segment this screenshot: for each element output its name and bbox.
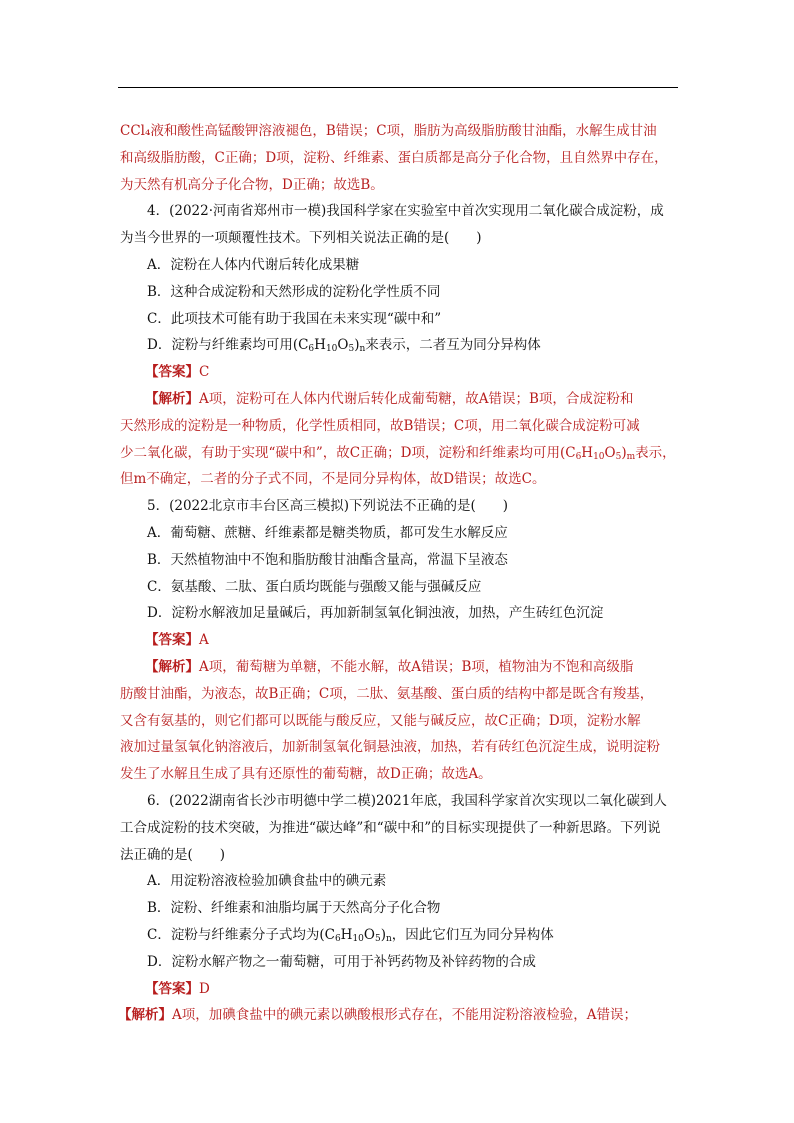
q5-explanation-line-2: 肪酸甘油酯，为液态，故B正确；C项，二肽、氨基酸、蛋白质的结构中都是既含有羧基， [120, 685, 654, 702]
explanation-tag: 【解析】 [118, 1007, 172, 1024]
answer-value: A [199, 632, 209, 649]
q4-explanation-line-4: 但m不确定，二者的分子式不同，不是同分异构体，故D错误；故选C。 [120, 471, 546, 488]
q4-stem-line-2: 为当今世界的一项颠覆性技术。下列相关说法正确的是( ) [120, 230, 482, 247]
q5-stem: 5．(2022北京市丰台区高三模拟)下列说法不正确的是( ) [147, 498, 509, 515]
q6-option-c: C．淀粉与纤维素分子式均为$(C_6H_{10}O_5)_n$，因此它们互为同分异构体 [147, 926, 554, 944]
document-body [118, 118, 678, 1029]
q4-explanation-line-3: 少二氧化碳，有助于实现“碳中和”，故C正确；D项，淀粉和纤维素均可用$(C_6H_{10}O_5)_m$表示， [120, 444, 676, 462]
q5-option-a: A．葡萄糖、蔗糖、纤维素都是糖类物质，都可发生水解反应 [147, 524, 508, 541]
q4-option-d: D．淀粉与纤维素均可用$(C_6H_{10}O_5)_n$来表示，二者互为同分异构体 [147, 337, 541, 355]
explanation-tag: 【解析】 [145, 390, 199, 407]
answer-tag: 【答案】 [145, 632, 199, 649]
q6-stem-line-1: 6．(2022湖南省长沙市明德中学二模)2021年底，我国科学家首次实现以二氧化碳到人 [147, 792, 667, 809]
q5-option-c: C．氨基酸、二肽、蛋白质均既能与强酸又能与强碱反应 [147, 578, 482, 595]
q4-option-b: B．这种合成淀粉和天然形成的淀粉化学性质不同 [147, 283, 441, 300]
q6-answer [118, 976, 678, 1003]
q4-explanation-line-1: 【解析】A项，淀粉可在人体内代谢后转化成葡萄糖，故A错误；B项，合成淀粉和 [145, 390, 634, 407]
q5-explanation-line-1: 【解析】A项，葡萄糖为单糖，不能水解，故A错误；B项，植物油为不饱和高级脂 [145, 658, 634, 675]
q5-explanation-line-3: 又含有氨基的，则它们都可以既能与酸反应，又能与碱反应，故C正确；D项，淀粉水解 [120, 712, 641, 729]
q6-option-d: D．淀粉水解产物之一葡萄糖，可用于补钙药物及补锌药物的合成 [147, 953, 536, 970]
q5-explanation-line-5: 发生了水解且生成了具有还原性的葡萄糖，故D正确；故选A。 [120, 766, 492, 783]
q4-answer [118, 359, 678, 386]
q5-answer [118, 627, 678, 654]
q4-option-a: A．淀粉在人体内代谢后转化成果糖 [147, 256, 360, 273]
q5-explanation-line-4: 液加过量氢氧化钠溶液后，加新制氢氧化铜悬浊液，加热，若有砖红色沉淀生成，说明淀粉 [120, 739, 660, 756]
explanation-tag: 【解析】 [145, 658, 199, 675]
q5-option-d: D．淀粉水解液加足量碱后，再加新制氢氧化铜浊液，加热，产生砖红色沉淀 [147, 605, 604, 622]
prev-explanation-line-3: 为天然有机高分子化合物，D正确；故选B。 [120, 176, 384, 193]
q6-explanation-line-1: 【解析】A项，加碘食盐中的碘元素以碘酸根形式存在，不能用淀粉溶液检验，A错误； [118, 1007, 637, 1024]
q4-explanation-line-2: 天然形成的淀粉是一种物质，化学性质相同，故B错误；C项，用二氧化碳合成淀粉可减 [120, 417, 640, 434]
answer-value: D [199, 980, 210, 997]
q6-option-b: B．淀粉、纤维素和油脂均属于天然高分子化合物 [147, 900, 441, 917]
answer-tag: 【答案】 [145, 364, 199, 381]
header-rule [118, 87, 678, 88]
answer-value: C [199, 364, 210, 381]
q4-stem-line-1: 4．(2022·河南省郑州市一模)我国科学家在实验室中首次实现用二氧化碳合成淀粉，成 [147, 203, 664, 220]
q4-option-d-pre: D．淀粉与纤维素均可用(C [147, 337, 309, 354]
prev-explanation-line-2: 和高级脂肪酸，C正确；D项，淀粉、纤维素、蛋白质都是高分子化合物，且自然界中存在， [120, 149, 668, 166]
q4-option-c: C．此项技术可能有助于我国在未来实现“碳中和” [147, 310, 442, 327]
prev-explanation-line-1: CCl₄液和酸性高锰酸钾溶液褪色，B错误；C项，脂肪为高级脂肪酸甘油酯，水解生成甘油 [120, 123, 657, 139]
q5-option-b: B．天然植物油中不饱和脂肪酸甘油酯含量高，常温下呈液态 [147, 551, 508, 568]
q6-option-a: A．用淀粉溶液检验加碘食盐中的碘元素 [147, 873, 387, 890]
q6-stem-line-2: 工合成淀粉的技术突破，为推进“碳达峰”和“碳中和”的目标实现提供了一种新思路。下列说 [120, 819, 661, 836]
q6-stem-line-3: 法正确的是( ) [120, 846, 226, 863]
q4-option-d-post: 来表示，二者互为同分异构体 [365, 337, 541, 354]
answer-tag: 【答案】 [145, 980, 199, 997]
